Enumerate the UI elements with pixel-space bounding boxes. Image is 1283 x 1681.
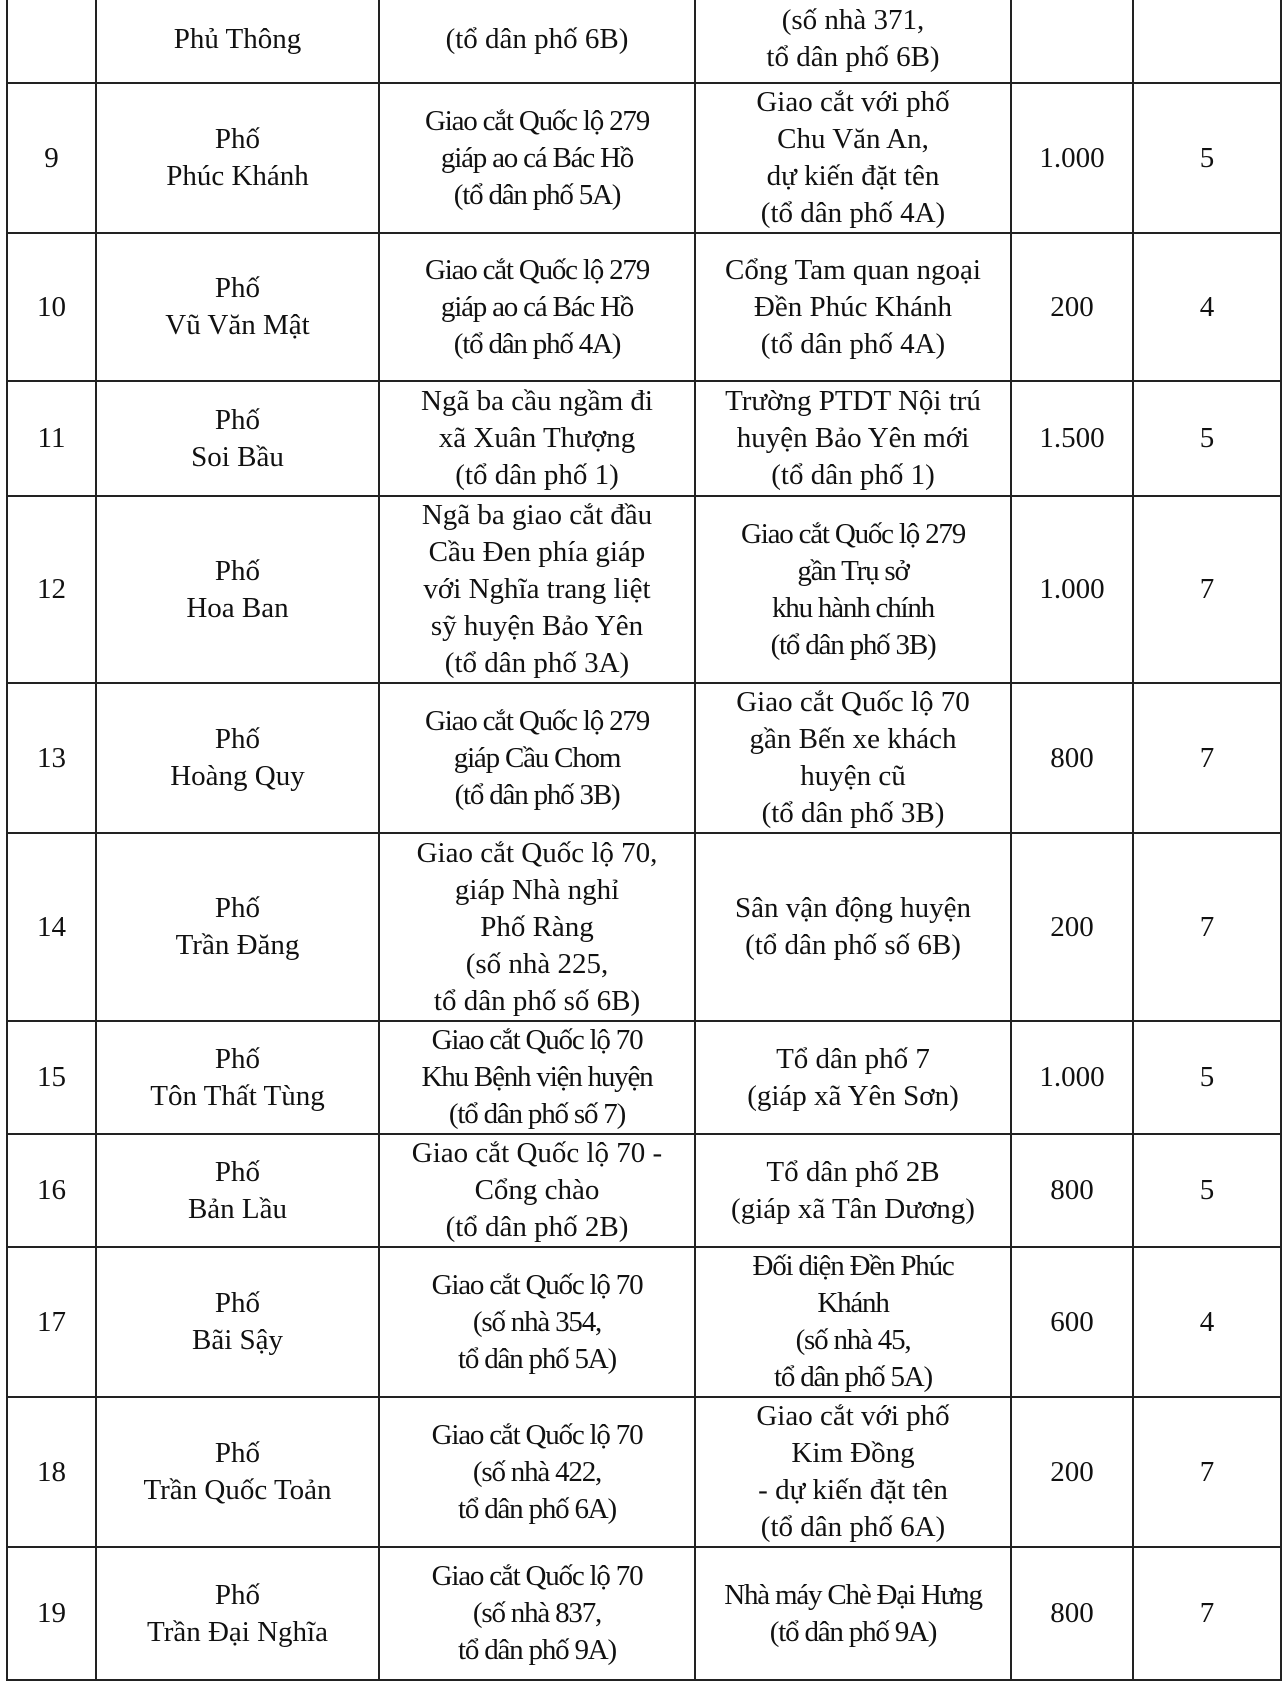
start-point-cell: Giao cắt Quốc lộ 70 - Cổng chào (tổ dân phố 2B) xyxy=(379,1134,695,1247)
width-cell: 7 xyxy=(1133,683,1281,833)
stt-cell: 13 xyxy=(7,683,96,833)
end-point-cell: Sân vận động huyện (tổ dân phố số 6B) xyxy=(695,833,1011,1021)
length-cell: 800 xyxy=(1011,1547,1133,1680)
stt-cell: 11 xyxy=(7,381,96,496)
street-name-cell: Phố Hoàng Quy xyxy=(96,683,379,833)
stt-cell: 16 xyxy=(7,1134,96,1247)
start-point-cell: (tổ dân phố 6B) xyxy=(379,0,695,83)
street-table xyxy=(6,0,1282,1681)
width-cell: 5 xyxy=(1133,1134,1281,1247)
stt-cell: 15 xyxy=(7,1021,96,1134)
width-cell: 7 xyxy=(1133,833,1281,1021)
start-point-cell: Giao cắt Quốc lộ 279 giáp ao cá Bác Hồ (tổ dân phố 5A) xyxy=(379,83,695,233)
street-name-cell: Phố Trần Quốc Toản xyxy=(96,1397,379,1547)
street-name-cell: Phủ Thông xyxy=(96,0,379,83)
stt-cell: 9 xyxy=(7,83,96,233)
street-name-cell: Phố Trần Đăng xyxy=(96,833,379,1021)
length-cell xyxy=(1011,0,1133,83)
street-name-cell: Phố Tôn Thất Tùng xyxy=(96,1021,379,1134)
table-row xyxy=(7,83,1281,233)
width-cell: 5 xyxy=(1133,381,1281,496)
width-cell: 7 xyxy=(1133,1397,1281,1547)
table-row xyxy=(7,0,1281,83)
length-cell: 200 xyxy=(1011,833,1133,1021)
table-row xyxy=(7,381,1281,496)
start-point-cell: Giao cắt Quốc lộ 70 (số nhà 837, tổ dân phố 9A) xyxy=(379,1547,695,1680)
end-point-cell: Tổ dân phố 7 (giáp xã Yên Sơn) xyxy=(695,1021,1011,1134)
table-row xyxy=(7,1247,1281,1397)
stt-cell: 10 xyxy=(7,233,96,381)
width-cell: 4 xyxy=(1133,233,1281,381)
width-cell: 4 xyxy=(1133,1247,1281,1397)
length-cell: 1.000 xyxy=(1011,1021,1133,1134)
street-name-cell: Phố Trần Đại Nghĩa xyxy=(96,1547,379,1680)
end-point-cell: Tổ dân phố 2B (giáp xã Tân Dương) xyxy=(695,1134,1011,1247)
start-point-cell: Giao cắt Quốc lộ 279 giáp Cầu Chom (tổ dân phố 3B) xyxy=(379,683,695,833)
street-name-cell: Phố Vũ Văn Mật xyxy=(96,233,379,381)
street-name-cell: Phố Phúc Khánh xyxy=(96,83,379,233)
end-point-cell: (số nhà 371, tổ dân phố 6B) xyxy=(695,0,1011,83)
table-row xyxy=(7,233,1281,381)
length-cell: 1.500 xyxy=(1011,381,1133,496)
end-point-cell: Cổng Tam quan ngoại Đền Phúc Khánh (tổ dân phố 4A) xyxy=(695,233,1011,381)
start-point-cell: Giao cắt Quốc lộ 70, giáp Nhà nghỉ Phố Ràng (số nhà 225, tổ dân phố số 6B) xyxy=(379,833,695,1021)
width-cell xyxy=(1133,0,1281,83)
table-row xyxy=(7,833,1281,1021)
length-cell: 800 xyxy=(1011,1134,1133,1247)
end-point-cell: Trường PTDT Nội trú huyện Bảo Yên mới (tổ dân phố 1) xyxy=(695,381,1011,496)
table-row xyxy=(7,1547,1281,1680)
stt-cell xyxy=(7,0,96,83)
end-point-cell: Giao cắt Quốc lộ 279 gần Trụ sở khu hành chính (tổ dân phố 3B) xyxy=(695,496,1011,683)
start-point-cell: Giao cắt Quốc lộ 70 (số nhà 422, tổ dân phố 6A) xyxy=(379,1397,695,1547)
table-row xyxy=(7,1134,1281,1247)
length-cell: 200 xyxy=(1011,233,1133,381)
stt-cell: 19 xyxy=(7,1547,96,1680)
table-row xyxy=(7,1021,1281,1134)
start-point-cell: Giao cắt Quốc lộ 70 Khu Bệnh viện huyện (tổ dân phố số 7) xyxy=(379,1021,695,1134)
street-name-cell: Phố Soi Bầu xyxy=(96,381,379,496)
stt-cell: 17 xyxy=(7,1247,96,1397)
end-point-cell: Giao cắt Quốc lộ 70 gần Bến xe khách huyện cũ (tổ dân phố 3B) xyxy=(695,683,1011,833)
width-cell: 5 xyxy=(1133,1021,1281,1134)
end-point-cell: Giao cắt với phố Kim Đồng - dự kiến đặt tên (tổ dân phố 6A) xyxy=(695,1397,1011,1547)
table-row xyxy=(7,496,1281,683)
start-point-cell: Giao cắt Quốc lộ 279 giáp ao cá Bác Hồ (tổ dân phố 4A) xyxy=(379,233,695,381)
stt-cell: 14 xyxy=(7,833,96,1021)
stt-cell: 12 xyxy=(7,496,96,683)
width-cell: 5 xyxy=(1133,83,1281,233)
street-naming-table-page xyxy=(6,0,1280,1681)
length-cell: 200 xyxy=(1011,1397,1133,1547)
length-cell: 1.000 xyxy=(1011,496,1133,683)
length-cell: 1.000 xyxy=(1011,83,1133,233)
stt-cell: 18 xyxy=(7,1397,96,1547)
end-point-cell: Đối diện Đền Phúc Khánh (số nhà 45, tổ dân phố 5A) xyxy=(695,1247,1011,1397)
length-cell: 600 xyxy=(1011,1247,1133,1397)
table-row xyxy=(7,1397,1281,1547)
street-name-cell: Phố Bãi Sậy xyxy=(96,1247,379,1397)
width-cell: 7 xyxy=(1133,1547,1281,1680)
start-point-cell: Ngã ba giao cắt đầu Cầu Đen phía giáp với Nghĩa trang liệt sỹ huyện Bảo Yên (tổ dân phố 3A) xyxy=(379,496,695,683)
start-point-cell: Ngã ba cầu ngầm đi xã Xuân Thượng (tổ dân phố 1) xyxy=(379,381,695,496)
width-cell: 7 xyxy=(1133,496,1281,683)
table-row xyxy=(7,683,1281,833)
start-point-cell: Giao cắt Quốc lộ 70 (số nhà 354, tổ dân phố 5A) xyxy=(379,1247,695,1397)
end-point-cell: Giao cắt với phố Chu Văn An, dự kiến đặt tên (tổ dân phố 4A) xyxy=(695,83,1011,233)
street-name-cell: Phố Bản Lầu xyxy=(96,1134,379,1247)
end-point-cell: Nhà máy Chè Đại Hưng (tổ dân phố 9A) xyxy=(695,1547,1011,1680)
length-cell: 800 xyxy=(1011,683,1133,833)
street-name-cell: Phố Hoa Ban xyxy=(96,496,379,683)
